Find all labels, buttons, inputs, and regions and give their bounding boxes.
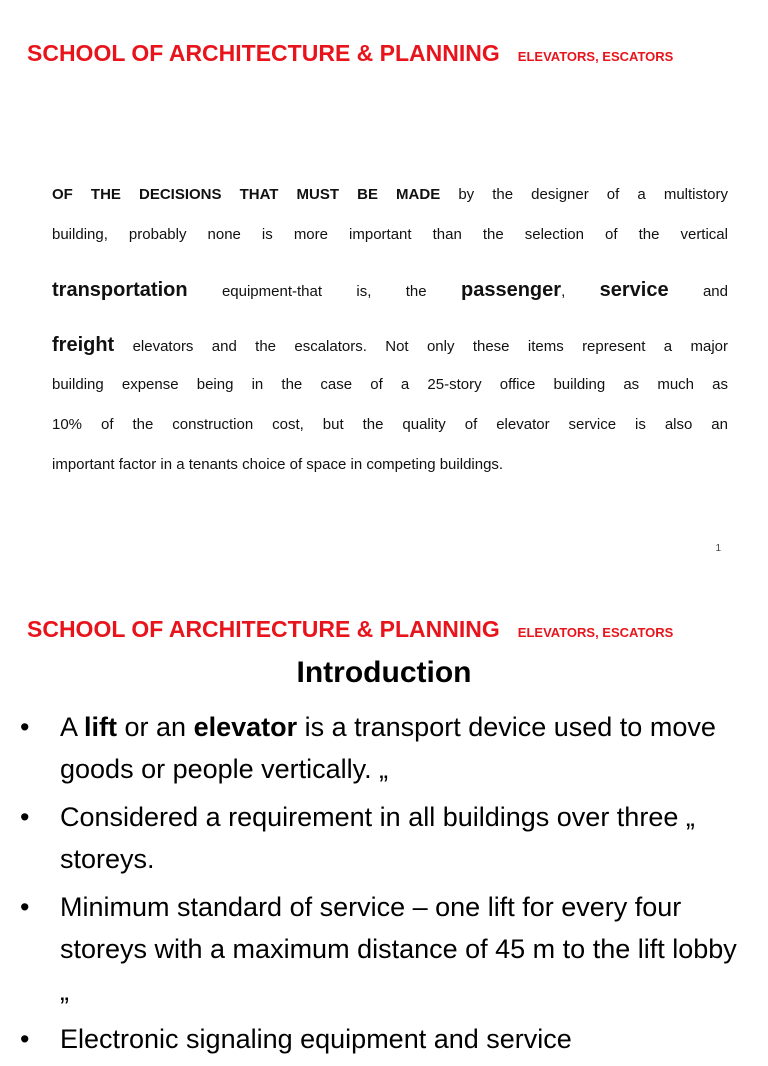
text-run: by the designer of a multistory xyxy=(440,186,728,203)
page-number: 1 xyxy=(715,543,721,554)
bullet-marker: • xyxy=(20,892,30,922)
text-run: and xyxy=(668,283,728,300)
bullet-list xyxy=(20,706,750,1066)
text-run: building, probably none is more important than the selection of the vertical xyxy=(52,226,728,243)
bold-term: lift xyxy=(84,712,118,742)
bullet-item xyxy=(20,1018,750,1060)
header-title: SCHOOL OF ARCHITECTURE & PLANNING xyxy=(27,40,500,66)
text-run: , xyxy=(561,283,600,300)
paragraph-line xyxy=(52,279,728,302)
bullet-marker: • xyxy=(20,1024,30,1054)
emphasis-term: freight xyxy=(52,334,115,356)
bullet-item xyxy=(20,886,750,1012)
paragraph-line xyxy=(52,186,728,203)
bullet-text: Electronic signaling equipment and service xyxy=(60,1024,572,1054)
bullet-text: Minimum standard of service – one lift for every four storeys with a maximum distance of 45 m to the lift lobby „ xyxy=(60,892,737,1006)
bullet-text: or an xyxy=(117,712,194,742)
slide-header xyxy=(27,616,673,643)
paragraph-line xyxy=(52,376,728,393)
text-run: elevators and the escalators. Not only these items represent a major xyxy=(114,338,728,355)
paragraph-line xyxy=(52,456,728,473)
bullet-text: is a transport device used to move goods or people vertically. „ xyxy=(60,712,716,784)
paragraph-line xyxy=(52,334,728,357)
text-run: 10% of the construction cost, but the quality of elevator service is also an xyxy=(52,416,728,433)
bullet-text: A xyxy=(60,712,85,742)
text-run: important factor in a tenants choice of space in competing buildings. xyxy=(52,456,504,473)
emphasis-term: passenger xyxy=(461,279,562,301)
slide-2 xyxy=(0,576,768,1054)
bullet-marker: • xyxy=(20,802,30,832)
text-run: equipment-that is, the xyxy=(187,283,461,300)
bullet-marker: • xyxy=(20,712,30,742)
slide-header xyxy=(27,40,673,67)
paragraph-line xyxy=(52,226,728,243)
emphasis-term: service xyxy=(599,279,669,301)
emphasis-term: transportation xyxy=(52,279,188,301)
bold-term: elevator xyxy=(193,712,298,742)
paragraph-line xyxy=(52,416,728,433)
header-subtitle: ELEVATORS, ESCATORS xyxy=(517,49,674,64)
bullet-item xyxy=(20,706,750,790)
header-subtitle: ELEVATORS, ESCATORS xyxy=(517,625,674,640)
header-title: SCHOOL OF ARCHITECTURE & PLANNING xyxy=(27,616,500,642)
bullet-text: Considered a requirement in all buildings over three „ storeys. xyxy=(60,802,695,874)
text-run: building expense being in the case of a 25-story office building as much as xyxy=(52,376,728,393)
slide-title: Introduction xyxy=(296,656,472,689)
bullet-item xyxy=(20,796,750,880)
lead-in-text: OF THE DECISIONS THAT MUST BE MADE xyxy=(52,186,441,203)
